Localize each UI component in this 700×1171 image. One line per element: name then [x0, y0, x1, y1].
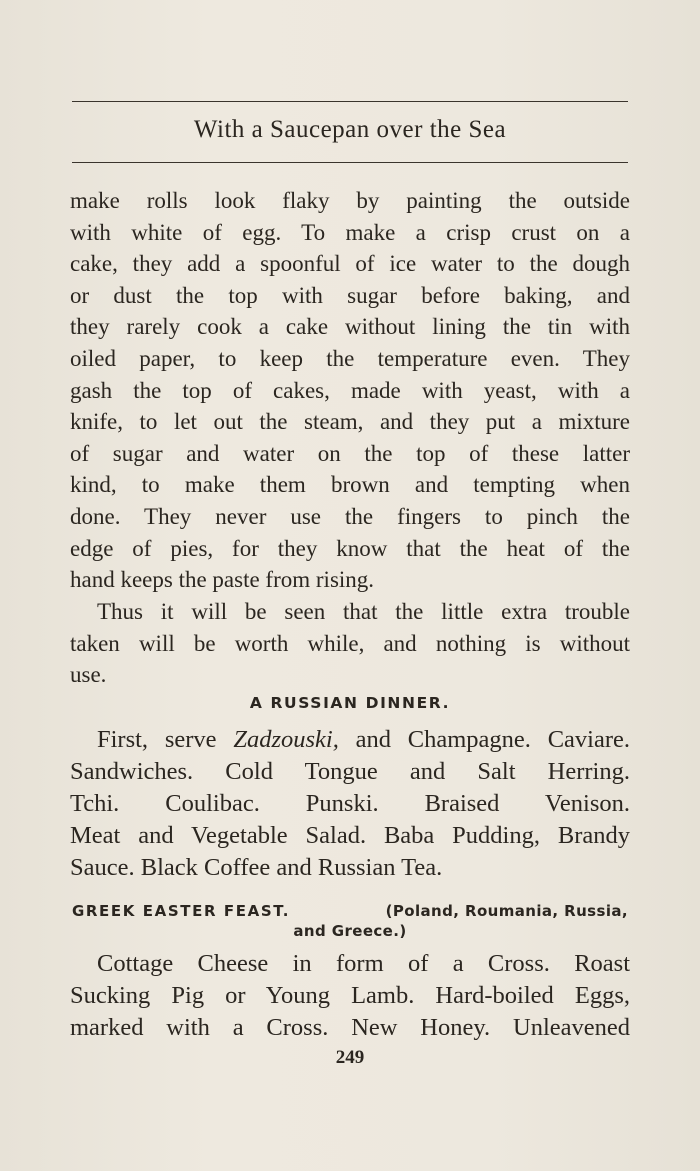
menu-line: Tchi. Coulibac. Punski. Braised Venison.	[70, 790, 630, 817]
page-number: 249	[335, 1047, 365, 1068]
text-line: edge of pies, for they know that the heat of the	[70, 535, 630, 561]
text-line: done. They never use the fingers to pinch the	[70, 503, 630, 529]
text-line: kind, to make them brown and tempting when	[70, 472, 630, 498]
text-line: they rarely cook a cake without lining the tin with	[70, 314, 630, 340]
text-line: use.	[70, 662, 107, 688]
russian-dinner-heading: A RUSSIAN DINNER.	[249, 694, 451, 712]
text-line: with white of egg. To make a crisp crust on a	[70, 219, 630, 245]
menu-line: marked with a Cross. New Honey. Unleavened	[70, 1014, 630, 1041]
menu-line: Sandwiches. Cold Tongue and Salt Herring.	[70, 758, 630, 785]
menu-line: Sauce. Black Coffee and Russian Tea.	[70, 854, 443, 881]
text-line: hand keeps the paste from rising.	[70, 567, 375, 593]
russian-dinner-menu	[70, 724, 630, 884]
text-line: gash the top of cakes, made with yeast, with a	[70, 377, 630, 403]
paragraph-continued	[70, 185, 630, 596]
text-line: of sugar and water on the top of these latter	[70, 440, 630, 466]
header-rule-top	[72, 101, 628, 102]
menu-text: First, serve	[97, 726, 234, 753]
text-line: knife, to let out the steam, and they put a mixture	[70, 409, 630, 435]
greek-easter-subtitle-continued: and Greece.)	[293, 922, 407, 940]
menu-text: and Champagne. Caviare.	[338, 726, 630, 753]
menu-line: Sucking Pig or Young Lamb. Hard-boiled Eggs,	[70, 982, 630, 1009]
greek-easter-heading-line	[72, 902, 628, 920]
greek-easter-subtitle: (Poland, Roumania, Russia,	[385, 902, 628, 920]
header-rule-bottom	[72, 162, 628, 163]
text-line: make rolls look flaky by painting the outside	[70, 188, 630, 213]
menu-line: Meat and Vegetable Salad. Baba Pudding, Brandy	[70, 822, 630, 849]
text-line: Thus it will be seen that the little extra trouble	[97, 599, 630, 624]
text-line: or dust the top with sugar before baking, and	[70, 282, 630, 308]
menu-line: Cottage Cheese in form of a Cross. Roast	[97, 950, 630, 977]
running-head: With a Saucepan over the Sea	[193, 116, 507, 143]
text-line: taken will be worth while, and nothing is without	[70, 630, 630, 656]
greek-easter-menu	[70, 948, 630, 1044]
greek-easter-heading: GREEK EASTER FEAST.	[72, 902, 291, 920]
paragraph-summary	[70, 596, 630, 691]
menu-line	[70, 724, 630, 756]
menu-italic-dish: Zadzouski,	[233, 726, 339, 753]
greek-easter-heading-block	[72, 902, 628, 940]
text-line: oiled paper, to keep the temperature even. They	[70, 345, 630, 371]
text-line: cake, they add a spoonful of ice water to the dough	[70, 251, 630, 277]
